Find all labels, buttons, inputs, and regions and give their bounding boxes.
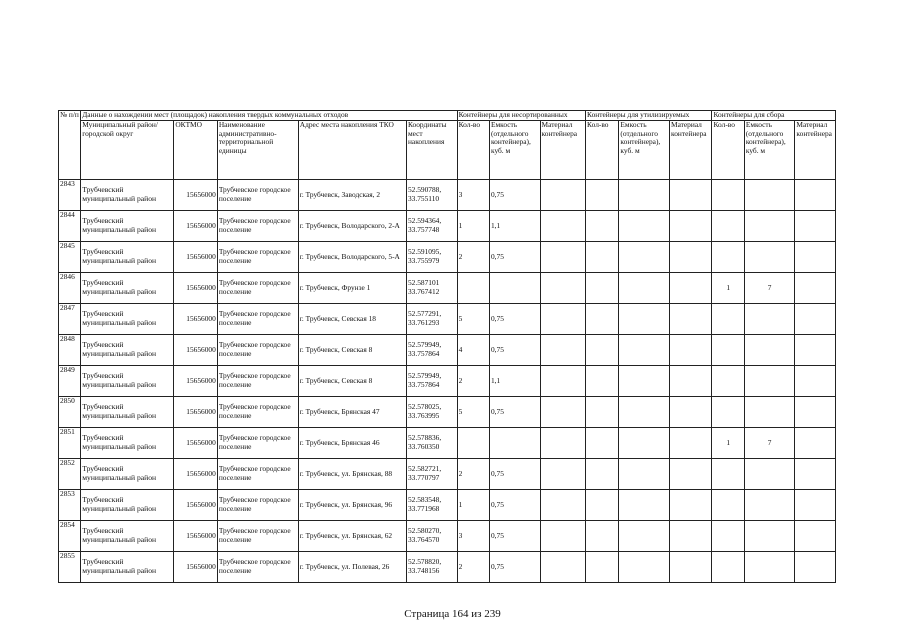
cell-oktmo: 15656000 — [174, 304, 218, 335]
cell-district: Трубчевский муниципальный район — [81, 242, 174, 273]
cell-coords: 52.591095, 33.755979 — [406, 242, 457, 273]
cell-num: 2851 — [59, 428, 81, 459]
cell-material — [540, 521, 586, 552]
cell-capacity3 — [744, 521, 795, 552]
cell-material3 — [795, 459, 836, 490]
cell-capacity: 0,75 — [489, 490, 540, 521]
cell-capacity — [489, 428, 540, 459]
cell-settlement: Трубчевское городское поселение — [217, 180, 298, 211]
cell-settlement: Трубчевское городское поселение — [217, 521, 298, 552]
header-capacity2: Емкость (отдельного контейнера), куб. м — [619, 121, 670, 180]
cell-count: 1 — [457, 490, 489, 521]
cell-count: 5 — [457, 397, 489, 428]
cell-count3 — [712, 490, 744, 521]
cell-capacity3 — [744, 552, 795, 583]
header-num: № п/п — [59, 111, 81, 180]
cell-coords: 52.590788, 33.755110 — [406, 180, 457, 211]
cell-material — [540, 242, 586, 273]
cell-capacity2 — [619, 180, 670, 211]
cell-material2 — [670, 459, 712, 490]
cell-district: Трубчевский муниципальный район — [81, 304, 174, 335]
cell-capacity: 0,75 — [489, 335, 540, 366]
cell-material — [540, 428, 586, 459]
cell-material3 — [795, 397, 836, 428]
cell-count3: 1 — [712, 273, 744, 304]
cell-settlement: Трубчевское городское поселение — [217, 273, 298, 304]
cell-settlement: Трубчевское городское поселение — [217, 490, 298, 521]
cell-material2 — [670, 304, 712, 335]
page-footer: Страница 164 из 239 — [404, 608, 501, 620]
cell-capacity2 — [619, 273, 670, 304]
cell-district: Трубчевский муниципальный район — [81, 273, 174, 304]
cell-address: г. Трубчевск, ул. Брянская, 96 — [298, 490, 406, 521]
header-material2: Материал контейнера — [670, 121, 712, 180]
header-capacity3: Емкость (отдельного контейнера), куб. м — [744, 121, 795, 180]
cell-coords: 52.580270, 33.764570 — [406, 521, 457, 552]
cell-count3 — [712, 397, 744, 428]
cell-count3 — [712, 211, 744, 242]
cell-material — [540, 552, 586, 583]
cell-num: 2843 — [59, 180, 81, 211]
cell-settlement: Трубчевское городское поселение — [217, 552, 298, 583]
cell-num: 2855 — [59, 552, 81, 583]
cell-count2 — [586, 211, 619, 242]
cell-address: г. Трубчевск, Севская 18 — [298, 304, 406, 335]
cell-count: 5 — [457, 304, 489, 335]
cell-address: г. Трубчевск, ул. Полевая, 26 — [298, 552, 406, 583]
cell-count3 — [712, 180, 744, 211]
cell-capacity3 — [744, 304, 795, 335]
cell-oktmo: 15656000 — [174, 273, 218, 304]
cell-count3 — [712, 335, 744, 366]
cell-oktmo: 15656000 — [174, 242, 218, 273]
cell-coords: 52.578836, 33.760350 — [406, 428, 457, 459]
cell-settlement: Трубчевское городское поселение — [217, 304, 298, 335]
cell-material — [540, 366, 586, 397]
cell-material3 — [795, 273, 836, 304]
cell-capacity2 — [619, 211, 670, 242]
cell-coords: 52.578025, 33.763995 — [406, 397, 457, 428]
cell-count: 3 — [457, 180, 489, 211]
cell-material3 — [795, 335, 836, 366]
cell-num: 2853 — [59, 490, 81, 521]
cell-num: 2844 — [59, 211, 81, 242]
cell-capacity3 — [744, 459, 795, 490]
header-oktmo: ОКТМО — [174, 121, 218, 180]
cell-coords: 52.587101 33.767412 — [406, 273, 457, 304]
cell-district: Трубчевский муниципальный район — [81, 459, 174, 490]
cell-num: 2849 — [59, 366, 81, 397]
cell-district: Трубчевский муниципальный район — [81, 521, 174, 552]
cell-capacity2 — [619, 428, 670, 459]
cell-material2 — [670, 273, 712, 304]
cell-coords: 52.577291, 33.761293 — [406, 304, 457, 335]
header-district: Муниципальный район/городской округ — [81, 121, 174, 180]
cell-oktmo: 15656000 — [174, 335, 218, 366]
cell-count2 — [586, 490, 619, 521]
table-row — [59, 397, 836, 428]
cell-material — [540, 180, 586, 211]
cell-capacity: 1,1 — [489, 366, 540, 397]
cell-material3 — [795, 428, 836, 459]
cell-district: Трубчевский муниципальный район — [81, 366, 174, 397]
registry-table — [58, 110, 836, 583]
cell-count2 — [586, 459, 619, 490]
cell-settlement: Трубчевское городское поселение — [217, 211, 298, 242]
cell-count: 2 — [457, 459, 489, 490]
table-row — [59, 552, 836, 583]
cell-capacity3 — [744, 397, 795, 428]
cell-address: г. Трубчевск, ул. Брянская, 62 — [298, 521, 406, 552]
cell-capacity2 — [619, 459, 670, 490]
cell-address: г. Трубчевск, Заводская, 2 — [298, 180, 406, 211]
table-row — [59, 428, 836, 459]
cell-settlement: Трубчевское городское поселение — [217, 428, 298, 459]
cell-count3 — [712, 459, 744, 490]
cell-district: Трубчевский муниципальный район — [81, 180, 174, 211]
cell-material2 — [670, 397, 712, 428]
cell-capacity: 0,75 — [489, 552, 540, 583]
cell-material3 — [795, 242, 836, 273]
table-row — [59, 211, 836, 242]
cell-address: г. Трубчевск, Брянская 47 — [298, 397, 406, 428]
table-row — [59, 273, 836, 304]
cell-capacity2 — [619, 366, 670, 397]
header-count3: Кол-во — [712, 121, 744, 180]
cell-material3 — [795, 304, 836, 335]
cell-address: г. Трубчевск, Севская 8 — [298, 366, 406, 397]
cell-capacity2 — [619, 335, 670, 366]
table-row — [59, 335, 836, 366]
cell-count3 — [712, 242, 744, 273]
cell-material3 — [795, 490, 836, 521]
header-address: Адрес места накопления ТКО — [298, 121, 406, 180]
header-count2: Кол-во — [586, 121, 619, 180]
cell-coords: 52.582721, 33.770797 — [406, 459, 457, 490]
cell-address: г. Трубчевск, Володарского, 5-А — [298, 242, 406, 273]
header-material: Материал контейнера — [540, 121, 586, 180]
cell-capacity3: 7 — [744, 428, 795, 459]
cell-count: 2 — [457, 366, 489, 397]
cell-capacity3 — [744, 335, 795, 366]
cell-count2 — [586, 366, 619, 397]
cell-capacity: 0,75 — [489, 304, 540, 335]
cell-material3 — [795, 552, 836, 583]
cell-count2 — [586, 180, 619, 211]
header-material3: Материал контейнера — [795, 121, 836, 180]
cell-count: 2 — [457, 552, 489, 583]
cell-count3 — [712, 521, 744, 552]
cell-oktmo: 15656000 — [174, 211, 218, 242]
cell-material3 — [795, 366, 836, 397]
header-mixed-group: Контейнеры для несортированных — [457, 111, 585, 121]
cell-material3 — [795, 180, 836, 211]
cell-material2 — [670, 180, 712, 211]
cell-num: 2854 — [59, 521, 81, 552]
cell-coords: 52.578820, 33.748156 — [406, 552, 457, 583]
table-body — [59, 180, 836, 583]
cell-capacity3 — [744, 211, 795, 242]
cell-settlement: Трубчевское городское поселение — [217, 397, 298, 428]
cell-capacity2 — [619, 490, 670, 521]
cell-material — [540, 335, 586, 366]
cell-count2 — [586, 552, 619, 583]
cell-count2 — [586, 521, 619, 552]
cell-capacity3: 7 — [744, 273, 795, 304]
header-capacity: Емкость (отдельного контейнера), куб. м — [489, 121, 540, 180]
cell-material — [540, 490, 586, 521]
cell-count: 3 — [457, 521, 489, 552]
cell-count2 — [586, 428, 619, 459]
cell-oktmo: 15656000 — [174, 521, 218, 552]
cell-count2 — [586, 335, 619, 366]
cell-material2 — [670, 242, 712, 273]
cell-num: 2852 — [59, 459, 81, 490]
cell-district: Трубчевский муниципальный район — [81, 335, 174, 366]
cell-count3 — [712, 552, 744, 583]
cell-oktmo: 15656000 — [174, 552, 218, 583]
cell-num: 2847 — [59, 304, 81, 335]
cell-capacity2 — [619, 397, 670, 428]
cell-material3 — [795, 211, 836, 242]
cell-capacity: 0,75 — [489, 459, 540, 490]
cell-address: г. Трубчевск, Фрунзе 1 — [298, 273, 406, 304]
cell-oktmo: 15656000 — [174, 459, 218, 490]
cell-capacity3 — [744, 366, 795, 397]
cell-oktmo: 15656000 — [174, 180, 218, 211]
cell-address: г. Трубчевск, ул. Брянская, 88 — [298, 459, 406, 490]
cell-count2 — [586, 273, 619, 304]
cell-address: г. Трубчевск, Володарского, 2-А — [298, 211, 406, 242]
cell-capacity — [489, 273, 540, 304]
cell-address: г. Трубчевск, Севская 8 — [298, 335, 406, 366]
cell-num: 2850 — [59, 397, 81, 428]
cell-material — [540, 459, 586, 490]
cell-oktmo: 15656000 — [174, 490, 218, 521]
cell-capacity3 — [744, 242, 795, 273]
cell-count3: 1 — [712, 428, 744, 459]
cell-material — [540, 211, 586, 242]
cell-coords: 52.579949, 33.757864 — [406, 366, 457, 397]
cell-oktmo: 15656000 — [174, 397, 218, 428]
cell-count3 — [712, 366, 744, 397]
cell-capacity: 0,75 — [489, 521, 540, 552]
table-row — [59, 180, 836, 211]
cell-material3 — [795, 521, 836, 552]
header-collect-group: Контейнеры для сбора — [712, 111, 836, 121]
cell-material2 — [670, 490, 712, 521]
cell-material2 — [670, 366, 712, 397]
cell-count: 2 — [457, 242, 489, 273]
cell-oktmo: 15656000 — [174, 366, 218, 397]
cell-num: 2845 — [59, 242, 81, 273]
cell-capacity2 — [619, 521, 670, 552]
cell-count: 1 — [457, 211, 489, 242]
cell-capacity3 — [744, 490, 795, 521]
table-row — [59, 366, 836, 397]
cell-count2 — [586, 397, 619, 428]
cell-settlement: Трубчевское городское поселение — [217, 242, 298, 273]
cell-num: 2846 — [59, 273, 81, 304]
cell-district: Трубчевский муниципальный район — [81, 552, 174, 583]
cell-capacity2 — [619, 304, 670, 335]
cell-num: 2848 — [59, 335, 81, 366]
cell-material2 — [670, 521, 712, 552]
cell-capacity3 — [744, 180, 795, 211]
cell-district: Трубчевский муниципальный район — [81, 211, 174, 242]
cell-capacity2 — [619, 242, 670, 273]
cell-oktmo: 15656000 — [174, 428, 218, 459]
cell-material — [540, 397, 586, 428]
table-row — [59, 459, 836, 490]
cell-count2 — [586, 242, 619, 273]
cell-coords: 52.579949, 33.757864 — [406, 335, 457, 366]
table-row — [59, 490, 836, 521]
table-row — [59, 521, 836, 552]
cell-settlement: Трубчевское городское поселение — [217, 459, 298, 490]
cell-capacity: 0,75 — [489, 242, 540, 273]
cell-settlement: Трубчевское городское поселение — [217, 335, 298, 366]
cell-district: Трубчевский муниципальный район — [81, 428, 174, 459]
cell-capacity2 — [619, 552, 670, 583]
cell-capacity: 1,1 — [489, 211, 540, 242]
cell-settlement: Трубчевское городское поселение — [217, 366, 298, 397]
cell-material — [540, 304, 586, 335]
cell-capacity: 0,75 — [489, 397, 540, 428]
cell-count — [457, 273, 489, 304]
header-settlement: Наименование административно-территориальной единицы — [217, 121, 298, 180]
cell-count2 — [586, 304, 619, 335]
cell-address: г. Трубчевск, Брянская 46 — [298, 428, 406, 459]
cell-count — [457, 428, 489, 459]
table-row — [59, 242, 836, 273]
table-row — [59, 304, 836, 335]
cell-district: Трубчевский муниципальный район — [81, 397, 174, 428]
cell-material2 — [670, 211, 712, 242]
cell-material2 — [670, 335, 712, 366]
cell-coords: 52.594364, 33.757748 — [406, 211, 457, 242]
header-count: Кол-во — [457, 121, 489, 180]
header-location-group: Данные о нахождении мест (площадок) накопления твердых коммунальных отходов — [81, 111, 457, 121]
cell-material2 — [670, 552, 712, 583]
cell-district: Трубчевский муниципальный район — [81, 490, 174, 521]
header-coords: Координаты мест накопления — [406, 121, 457, 180]
cell-capacity: 0,75 — [489, 180, 540, 211]
cell-coords: 52.583548, 33.771968 — [406, 490, 457, 521]
cell-count: 4 — [457, 335, 489, 366]
cell-material2 — [670, 428, 712, 459]
header-recycle-group: Контейнеры для утилизируемых — [586, 111, 712, 121]
cell-material — [540, 273, 586, 304]
cell-count3 — [712, 304, 744, 335]
